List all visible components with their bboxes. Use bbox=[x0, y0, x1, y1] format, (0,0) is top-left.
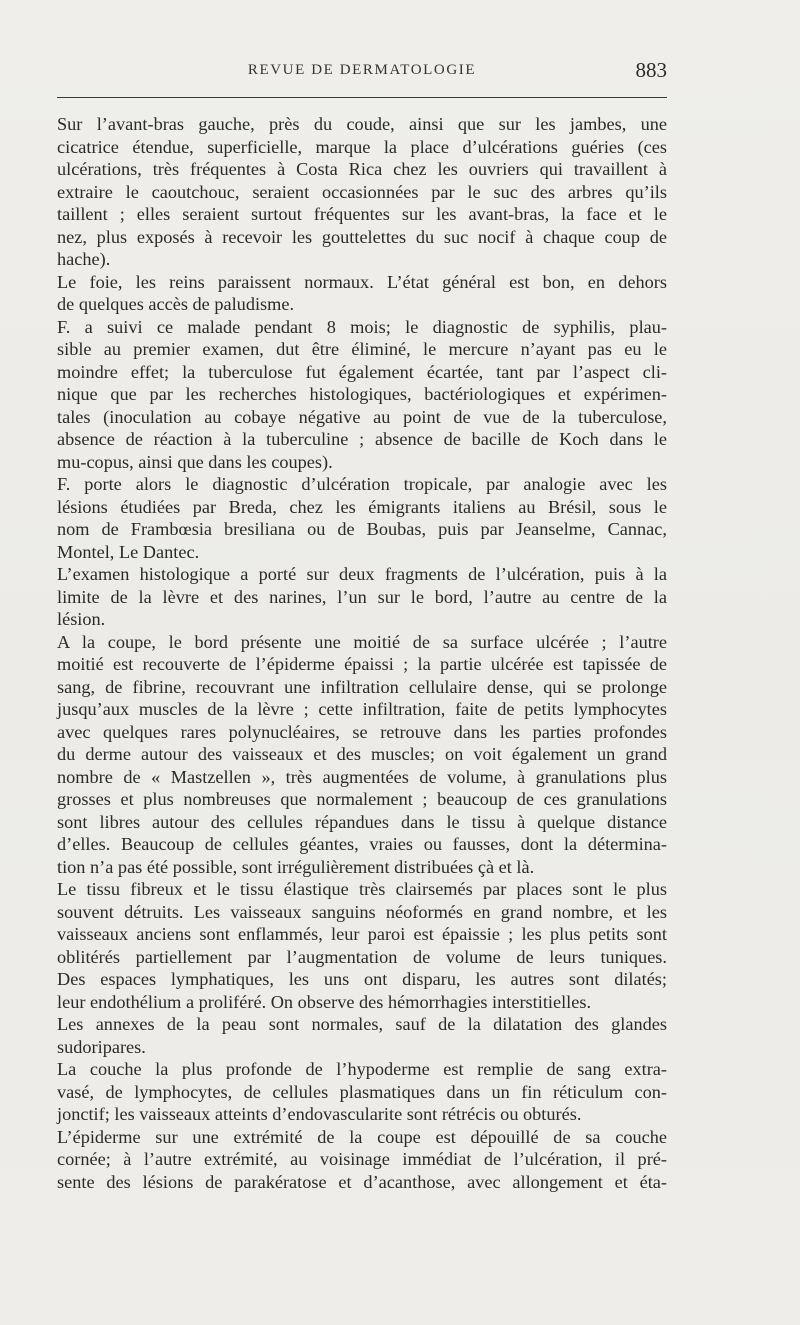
text-line: nom de Frambœsia bresiliana ou de Boubas, puis par Jeanselme, Cannac, bbox=[57, 519, 667, 539]
text-line: L’examen histologique a porté sur deux fragments de l’ulcération, puis à la bbox=[57, 564, 667, 584]
text-line: sang, de fibrine, recouvrant une infiltration cellulaire dense, qui se prolonge bbox=[57, 676, 667, 697]
text-line: vasé, de lymphocytes, de cellules plasmatiques dans un fin réticulum con- bbox=[57, 1081, 667, 1102]
text-line: lésion. bbox=[57, 609, 106, 629]
paragraph bbox=[57, 563, 667, 631]
text-line: cornée; à l’autre extrémité, au voisinage immédiat de l’ulcération, il pré- bbox=[57, 1149, 667, 1169]
text-line: tales (inoculation au cobaye négative au point de vue de la tuberculose, bbox=[57, 406, 667, 427]
text-line: sudoripares. bbox=[57, 1036, 146, 1057]
paragraph bbox=[57, 473, 667, 563]
text-line: moindre effet; la tuberculose fut également écartée, tant par l’aspect cli- bbox=[57, 361, 667, 382]
text-line: jonctif; les vaisseaux atteints d’endovascularite sont rétrécis ou obturés. bbox=[57, 1104, 582, 1124]
text-line: F. porte alors le diagnostic d’ulcération tropicale, par analogie avec les bbox=[57, 474, 667, 494]
text-line: lésions étudiées par Breda, chez les émigrants italiens au Brésil, sous le bbox=[57, 496, 667, 517]
text-line: extraire le caoutchouc, seraient occasionnées par le suc des arbres qu’ils bbox=[57, 181, 667, 202]
paragraph bbox=[57, 878, 667, 1013]
text-line: jusqu’aux muscles de la lèvre ; cette infiltration, faite de petits lymphocytes bbox=[57, 699, 667, 719]
text-line: L’épiderme sur une extrémité de la coupe est dépouillé de sa couche bbox=[57, 1126, 667, 1147]
text-line: vaisseaux anciens sont enflammés, leur paroi est épaissie ; les plus petits sont bbox=[57, 924, 667, 944]
text-line: grosses et plus nombreuses que normalement ; beaucoup de ces granulations bbox=[57, 789, 667, 809]
text-line: leur endothélium a proliféré. On observe des hémorrhagies interstitielles. bbox=[57, 991, 592, 1012]
text-line: tion n’a pas été possible, sont irrégulièrement distribuées çà et là. bbox=[57, 856, 535, 877]
paragraph bbox=[57, 316, 667, 474]
text-line: souvent détruits. Les vaisseaux sanguins néoformés en grand nombre, et les bbox=[57, 901, 667, 922]
text-line: A la coupe, le bord présente une moitié de sa surface ulcérée ; l’autre bbox=[57, 631, 667, 652]
text-line: de quelques accès de paludisme. bbox=[57, 294, 295, 314]
header-rule bbox=[57, 97, 667, 98]
text-line: sente des lésions de parakératose et d’acanthose, avec allongement et éta- bbox=[57, 1171, 667, 1192]
text-line: La couche la plus profonde de l’hypoderme est remplie de sang extra- bbox=[57, 1059, 667, 1079]
running-title: REVUE DE DERMATOLOGIE bbox=[247, 62, 477, 78]
text-line: nez, plus exposés à recevoir les gouttelettes du suc nocif à chaque coup de bbox=[57, 226, 667, 247]
text-line: nombre de « Mastzellen », très augmentées de volume, à granulations plus bbox=[57, 766, 667, 787]
text-line: du derme autour des vaisseaux et des muscles; on voit également un grand bbox=[57, 744, 667, 764]
text-line: mu-copus, ainsi que dans les coupes). bbox=[57, 451, 333, 472]
paragraph bbox=[57, 271, 667, 316]
text-line: taillent ; elles seraient surtout fréquentes sur les avant-bras, la face et le bbox=[57, 204, 667, 224]
body-text bbox=[57, 113, 667, 1193]
text-line: moitié est recouverte de l’épiderme épaissi ; la partie ulcérée est tapissée de bbox=[57, 654, 667, 674]
text-line: Le tissu fibreux et le tissu élastique très clairsemés par places sont le plus bbox=[57, 879, 667, 899]
text-line: absence de réaction à la tuberculine ; absence de bacille de Koch dans le bbox=[57, 429, 667, 449]
text-line: ulcérations, très fréquentes à Costa Rica chez les ouvriers qui travaillent à bbox=[57, 159, 667, 179]
text-line: hache). bbox=[57, 249, 111, 269]
paragraph bbox=[57, 1058, 667, 1126]
text-line: F. a suivi ce malade pendant 8 mois; le diagnostic de syphilis, plau- bbox=[57, 316, 667, 337]
text-line: sont libres autour des cellules répandues dans le tissu à quelque distance bbox=[57, 811, 667, 832]
text-line: Le foie, les reins paraissent normaux. L’état général est bon, en dehors bbox=[57, 271, 667, 292]
paragraph bbox=[57, 631, 667, 879]
page-number: 883 bbox=[635, 58, 667, 82]
page-header bbox=[57, 58, 667, 88]
text-line: Sur l’avant-bras gauche, près du coude, ainsi que sur les jambes, une bbox=[57, 114, 667, 134]
text-line: nique que par les recherches histologiques, bactériologiques et expérimen- bbox=[57, 384, 667, 404]
text-line: d’elles. Beaucoup de cellules géantes, vraies ou fausses, dont la détermina- bbox=[57, 834, 667, 854]
paragraph bbox=[57, 1013, 667, 1058]
text-line: Montel, Le Dantec. bbox=[57, 541, 200, 562]
text-line: sible au premier examen, dut être éliminé, le mercure n’ayant pas eu le bbox=[57, 339, 667, 359]
text-line: cicatrice étendue, superficielle, marque la place d’ulcérations guéries (ces bbox=[57, 136, 667, 157]
text-line: oblitérés partiellement par l’augmentation de volume de leurs tuniques. bbox=[57, 946, 667, 967]
text-line: avec quelques rares polynucléaires, se retrouve dans les parties profondes bbox=[57, 721, 667, 742]
paragraph bbox=[57, 113, 667, 271]
text-line: Les annexes de la peau sont normales, sauf de la dilatation des glandes bbox=[57, 1014, 667, 1034]
paragraph bbox=[57, 1126, 667, 1194]
text-line: limite de la lèvre et des narines, l’un sur le bord, l’autre au centre de la bbox=[57, 586, 667, 607]
text-line: Des espaces lymphatiques, les uns ont disparu, les autres sont dilatés; bbox=[57, 969, 667, 989]
